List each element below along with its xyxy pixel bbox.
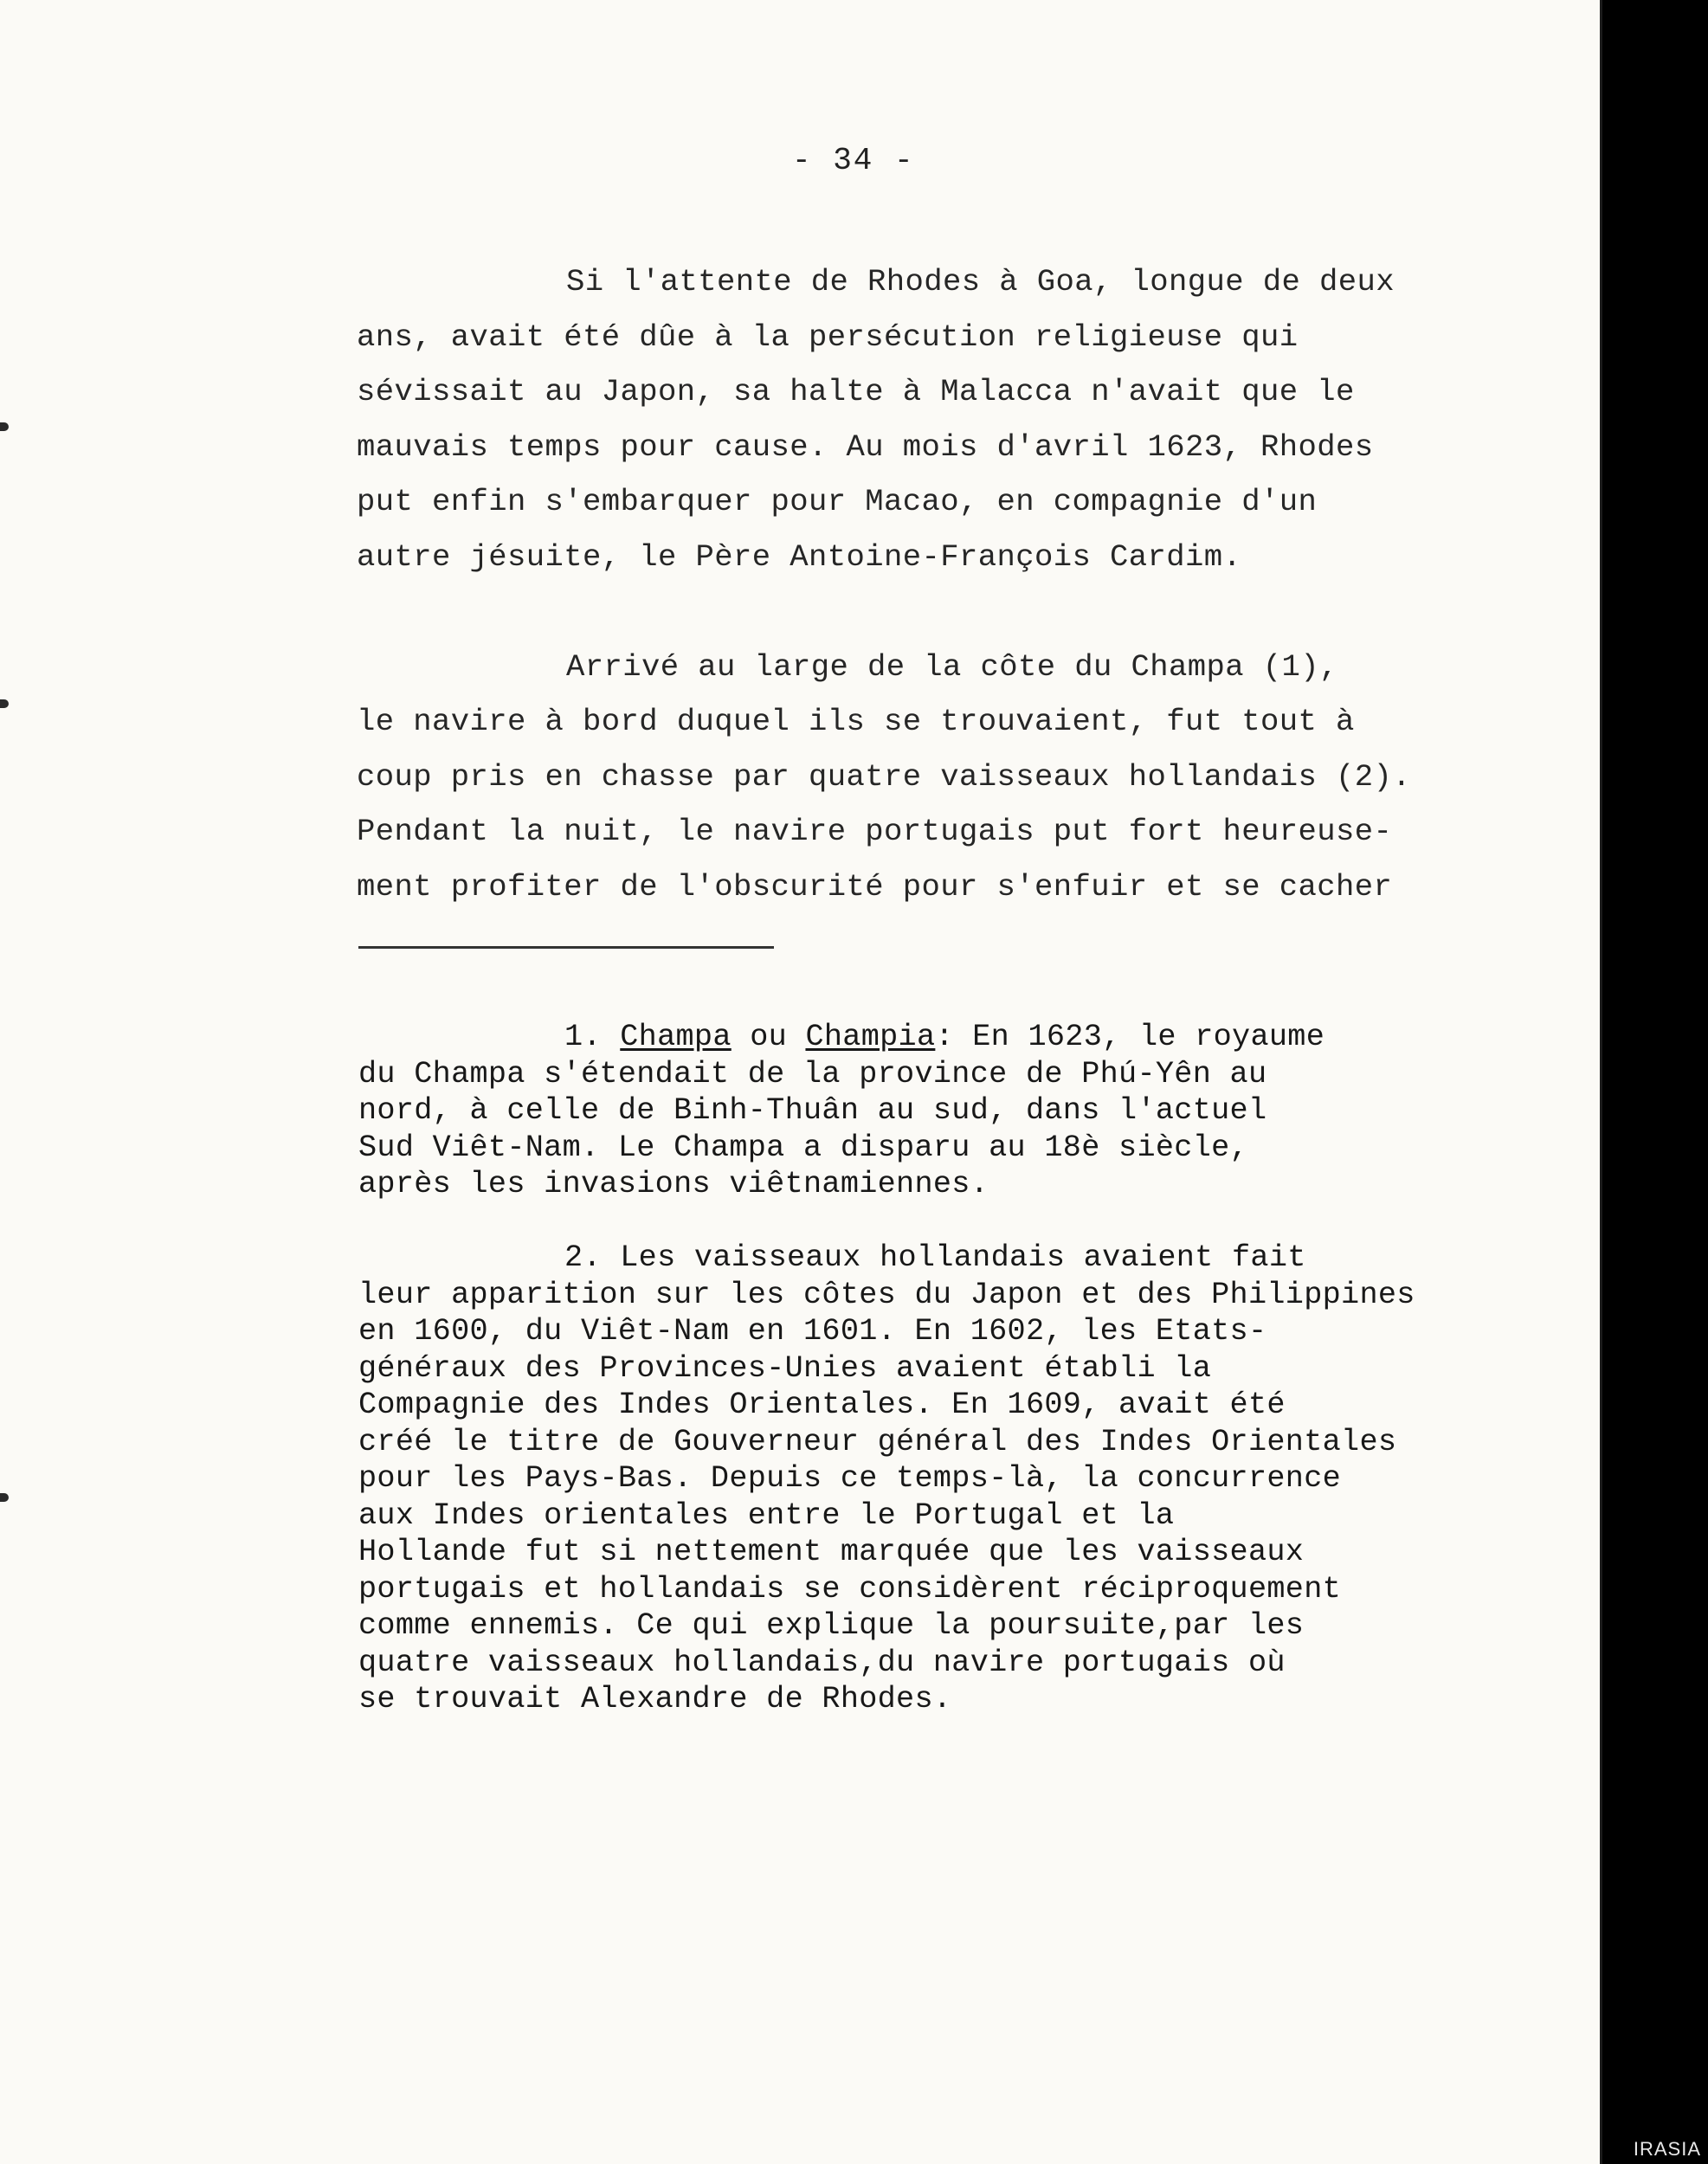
footnote-line: après les invasions viêtnamiennes. (358, 1167, 989, 1201)
footnote-line: généraux des Provinces-Unies avaient établi la (358, 1350, 1212, 1386)
footnote-number: 1. (564, 1020, 602, 1054)
paragraph (357, 254, 1517, 584)
footnote (358, 1019, 1553, 1203)
binder-hole-mark (0, 422, 9, 431)
watermark-label: IRASIA (1633, 2138, 1701, 2160)
footnote-line: portugais et hollandais se considèrent réciproquement (358, 1571, 1342, 1607)
footnote-term: Champia (805, 1020, 936, 1054)
text-line: le navire à bord duquel ils se trouvaient, fut tout à (357, 704, 1355, 739)
footnote-line: Hollande fut si nettement marquée que les vaisseaux (358, 1535, 1305, 1569)
footnote-line: Compagnie des Indes Orientales. En 1609, avait été (358, 1388, 1286, 1422)
text-line: Pendant la nuit, le navire portugais put fort heureuse- (357, 814, 1393, 849)
footnote-text: : En 1623, le royaume (935, 1020, 1325, 1054)
footnote-lead-line (358, 1019, 1553, 1056)
footnote-term: Champa (620, 1020, 732, 1054)
footnote-line: comme ennemis. Ce qui explique la poursuite,par les (358, 1608, 1305, 1643)
paragraph-spacer (357, 584, 1517, 640)
text-line: Arrivé au large de la côte du Champa (1), (566, 648, 1338, 685)
footnote-line: nord, à celle de Binh-Thuân au sud, dans l'actuel (358, 1093, 1267, 1128)
footnote-line: en 1600, du Viêt-Nam en 1601. En 1602, les Etats- (358, 1314, 1267, 1349)
text-line: put enfin s'embarquer pour Macao, en compagnie d'un (357, 484, 1318, 519)
footnote-line: créé le titre de Gouverneur général des Indes Orientales (358, 1424, 1397, 1459)
footnote-connector: ou (750, 1020, 788, 1054)
page-edge (1600, 0, 1602, 2164)
text-line: ment profiter de l'obscurité pour s'enfuir et se cacher (357, 868, 1393, 905)
footnote-number: 2. (564, 1240, 602, 1275)
footnote-line: se trouvait Alexandre de Rhodes. (358, 1682, 952, 1716)
footnote-line: pour les Pays-Bas. Depuis ce temps-là, la concurrence (358, 1461, 1342, 1496)
footnote-line: du Champa s'étendait de la province de Phú-Yên au (358, 1056, 1267, 1092)
footnote-line: Sud Viêt-Nam. Le Champa a disparu au 18è siècle, (358, 1130, 1248, 1165)
main-text (357, 254, 1517, 914)
text-line: ans, avait été dûe à la persécution religieuse qui (357, 319, 1299, 355)
footnote (358, 1240, 1553, 1718)
footnote-line: aux Indes orientales entre le Portugal et la (358, 1497, 1175, 1533)
footnote-spacer (358, 1203, 1553, 1240)
text-line: Si l'attente de Rhodes à Goa, longue de deux (566, 264, 1395, 299)
footnote-lead-line (358, 1240, 1553, 1277)
footnote-line: leur apparition sur les côtes du Japon et des Philippines (358, 1277, 1415, 1312)
footnote-line: quatre vaisseaux hollandais,du navire portugais où (358, 1645, 1286, 1680)
text-line: mauvais temps pour cause. Au mois d'avril 1623, Rhodes (357, 428, 1374, 465)
footnote-text: Les vaisseaux hollandais avaient fait (620, 1240, 1306, 1275)
text-line: sévissait au Japon, sa halte à Malacca n'avait que le (357, 374, 1355, 409)
footnotes (358, 1019, 1553, 1718)
paragraph (357, 640, 1517, 915)
binder-hole-mark (0, 1493, 9, 1502)
page-number: - 34 - (792, 143, 915, 178)
binder-hole-mark (0, 699, 9, 708)
text-line: coup pris en chasse par quatre vaisseaux hollandais (2). (357, 758, 1412, 795)
footnote-separator (358, 946, 774, 949)
text-line: autre jésuite, le Père Antoine-François Cardim. (357, 538, 1242, 575)
